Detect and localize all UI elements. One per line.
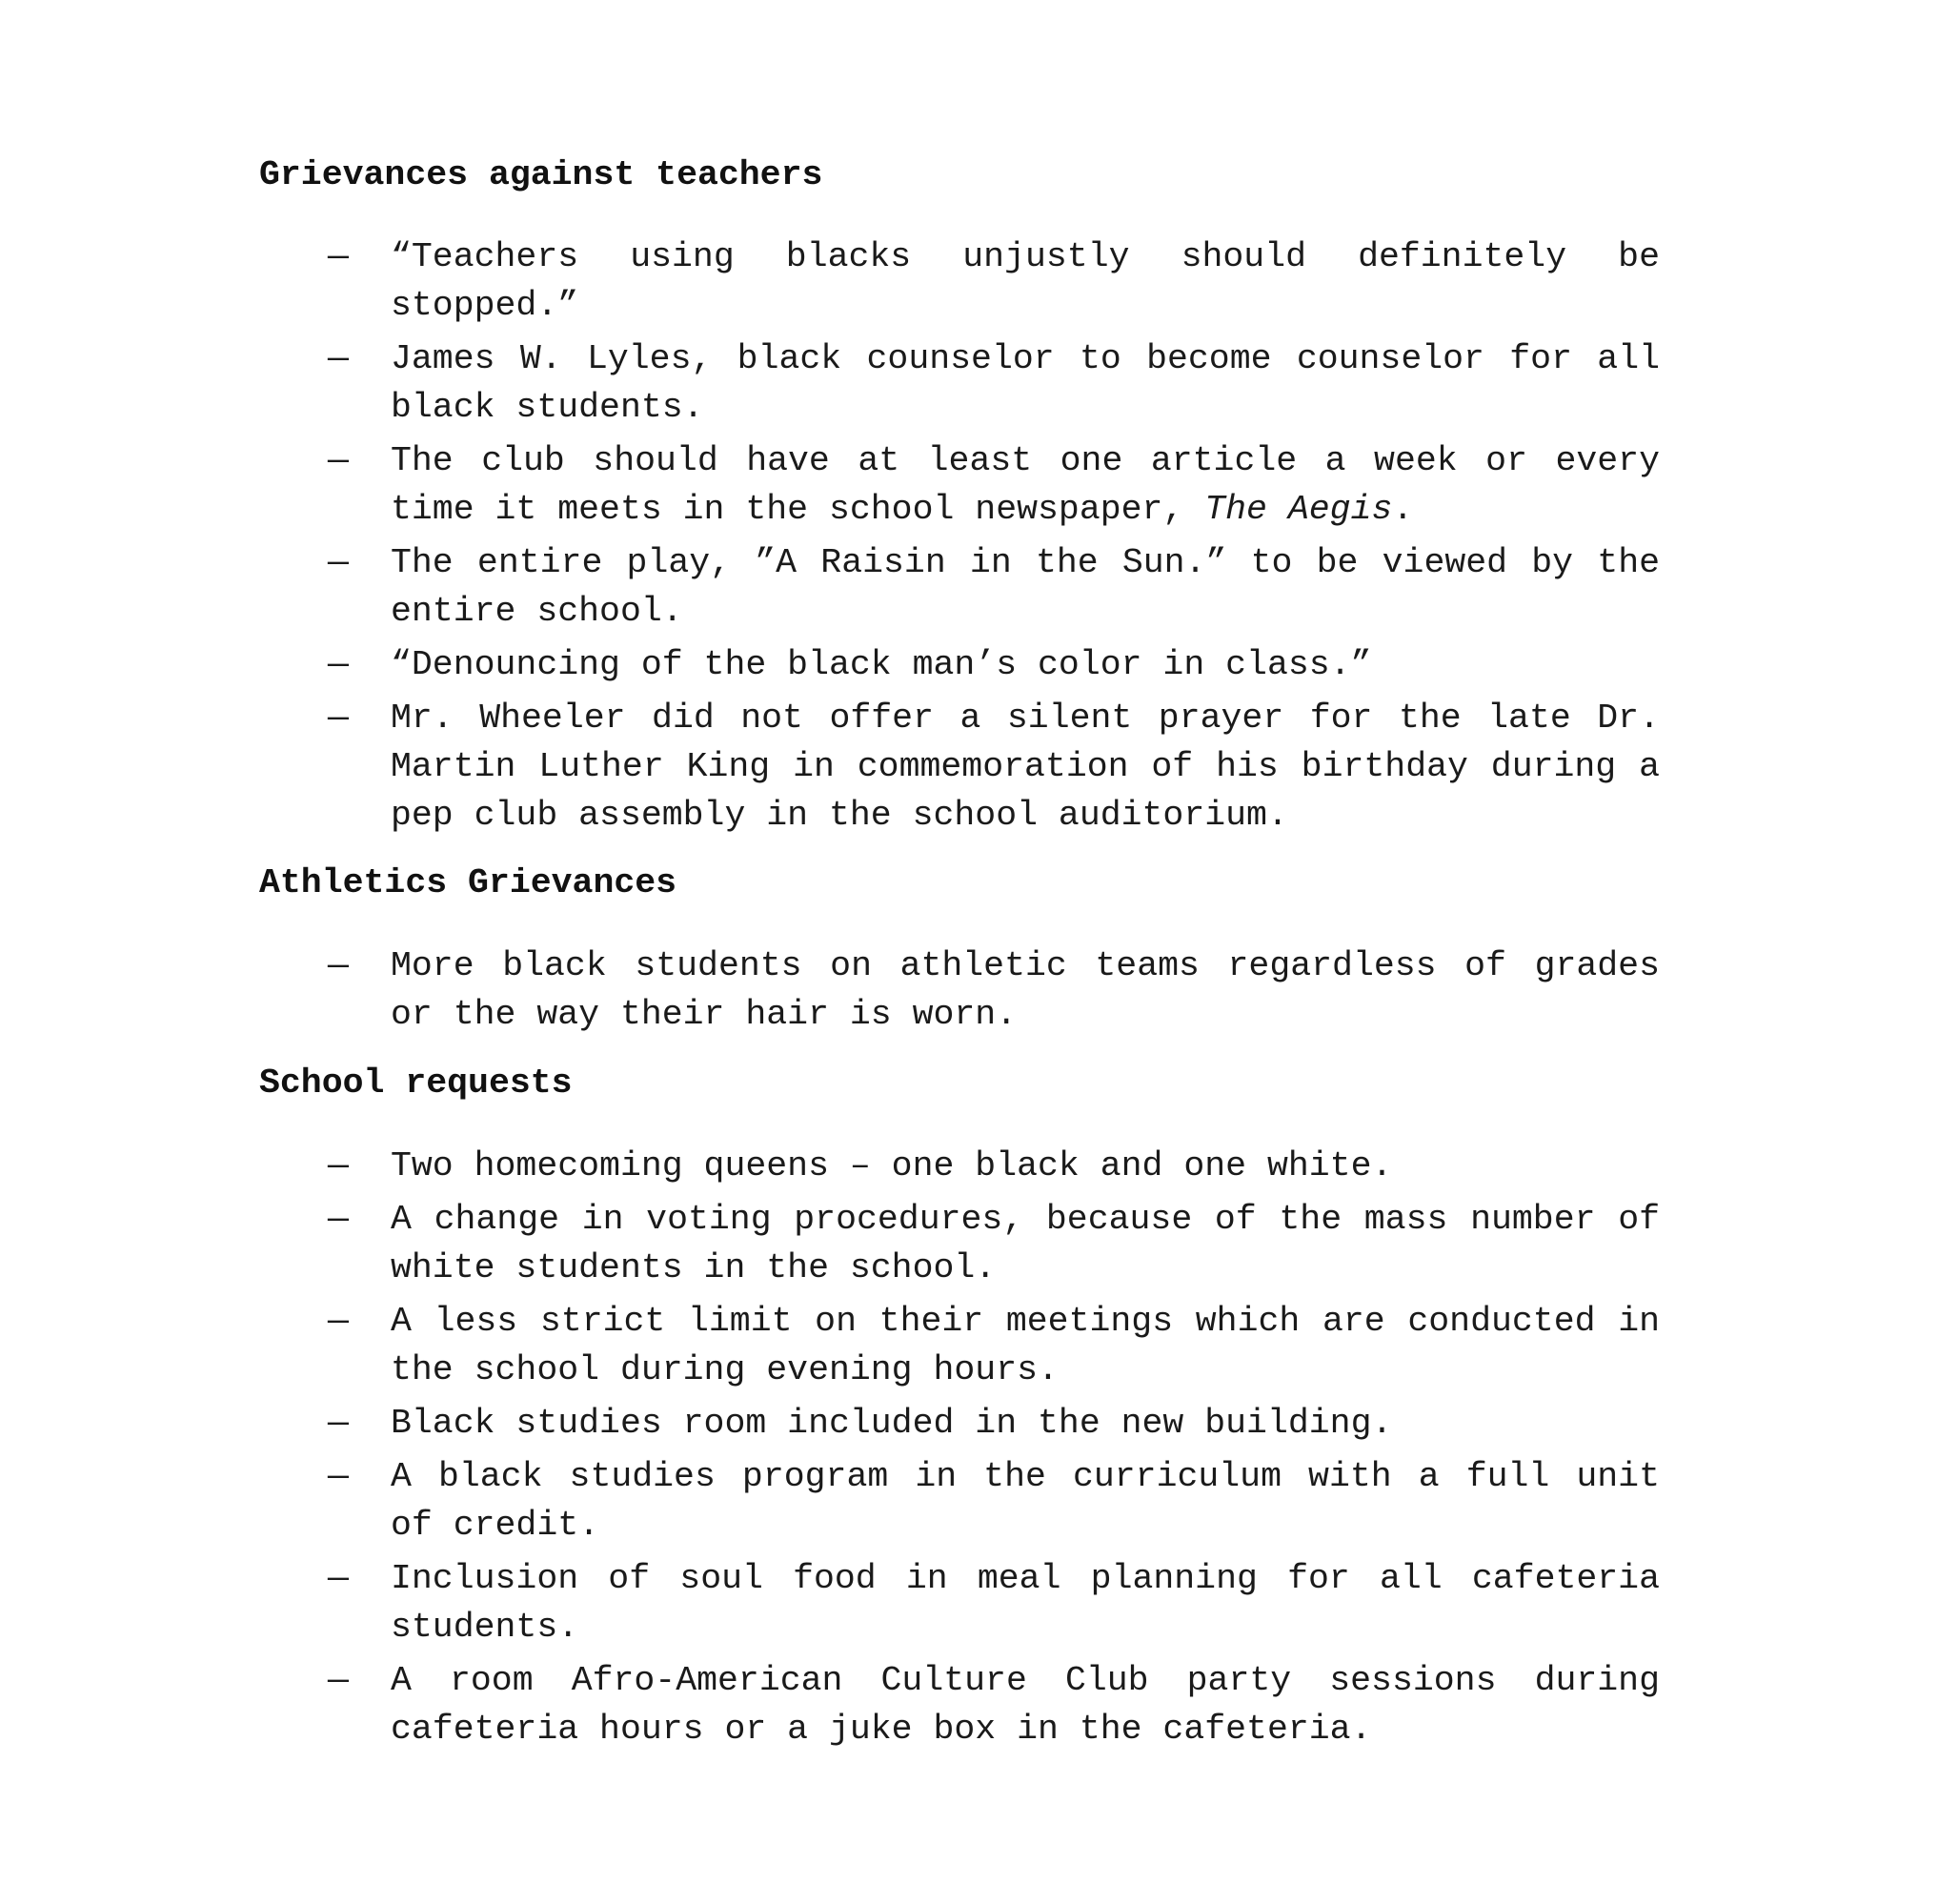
list-item — [259, 1399, 1660, 1448]
newspaper-title: The Aegis — [1204, 490, 1393, 529]
list-item-text: Two homecoming queens – one black and one white. — [391, 1146, 1393, 1185]
list-item — [259, 1297, 1660, 1394]
list-item-text: “Denouncing of the black man’s color in class.” — [391, 645, 1372, 684]
dash-bullet-icon: — — [328, 237, 349, 276]
list-item — [259, 694, 1660, 840]
dash-bullet-icon: — — [328, 1661, 349, 1700]
list-item-text: “Teachers using blacks unjustly should definitely be stopped.” — [391, 237, 1660, 325]
list-item — [259, 436, 1660, 534]
dash-bullet-icon: — — [328, 543, 349, 582]
list-item-text: Inclusion of soul food in meal planning for all cafeteria students. — [391, 1559, 1660, 1647]
list-item — [259, 1452, 1660, 1550]
list-item — [259, 1195, 1660, 1292]
section-athletics-grievances — [259, 861, 1660, 1039]
section-heading: Grievances against teachers — [259, 155, 823, 194]
bullet-list — [259, 1142, 1660, 1753]
bullet-list — [259, 942, 1660, 1039]
list-item — [259, 1142, 1660, 1190]
list-item-text — [391, 441, 1660, 529]
bullet-list — [259, 233, 1660, 840]
list-item — [259, 640, 1660, 689]
list-item-text: The entire play, ”A Raisin in the Sun.” to be viewed by the entire school. — [391, 543, 1660, 631]
list-item-text: James W. Lyles, black counselor to become counselor for all black students. — [391, 339, 1660, 427]
section-heading: School requests — [259, 1063, 573, 1103]
list-item-text: A change in voting procedures, because of the mass number of white students in the school. — [391, 1200, 1660, 1287]
section-grievances-against-teachers — [259, 152, 1660, 840]
list-item — [259, 233, 1660, 330]
dash-bullet-icon: — — [328, 1559, 349, 1598]
list-item-text-after: . — [1392, 490, 1414, 529]
dash-bullet-icon: — — [328, 441, 349, 480]
section-school-requests — [259, 1061, 1660, 1753]
dash-bullet-icon: — — [328, 339, 349, 378]
list-item — [259, 1554, 1660, 1651]
list-item-text-before: The club should have at least one article a week or every time it meets in the school newspaper, — [391, 441, 1660, 529]
document-page — [259, 152, 1660, 1758]
dash-bullet-icon: — — [328, 1404, 349, 1443]
section-heading: Athletics Grievances — [259, 863, 677, 902]
dash-bullet-icon: — — [328, 699, 349, 738]
list-item — [259, 1656, 1660, 1753]
list-item — [259, 942, 1660, 1039]
list-item-text: A less strict limit on their meetings which are conducted in the school during evening hours. — [391, 1302, 1660, 1389]
dash-bullet-icon: — — [328, 1146, 349, 1185]
list-item-text: Mr. Wheeler did not offer a silent prayer for the late Dr. Martin Luther King in commemoration of his birthday during a pep club assembly in the school auditorium. — [391, 699, 1660, 835]
list-item-text: More black students on athletic teams regardless of grades or the way their hair is worn. — [391, 946, 1660, 1034]
dash-bullet-icon: — — [328, 946, 349, 985]
list-item-text: A black studies program in the curriculum with a full unit of credit. — [391, 1457, 1660, 1545]
list-item-text: A room Afro-American Culture Club party sessions during cafeteria hours or a juke box in the cafeteria. — [391, 1661, 1660, 1749]
list-item-text: Black studies room included in the new building. — [391, 1404, 1393, 1443]
list-item — [259, 538, 1660, 636]
dash-bullet-icon: — — [328, 1200, 349, 1239]
dash-bullet-icon: — — [328, 1302, 349, 1341]
dash-bullet-icon: — — [328, 1457, 349, 1496]
dash-bullet-icon: — — [328, 645, 349, 684]
list-item — [259, 334, 1660, 432]
